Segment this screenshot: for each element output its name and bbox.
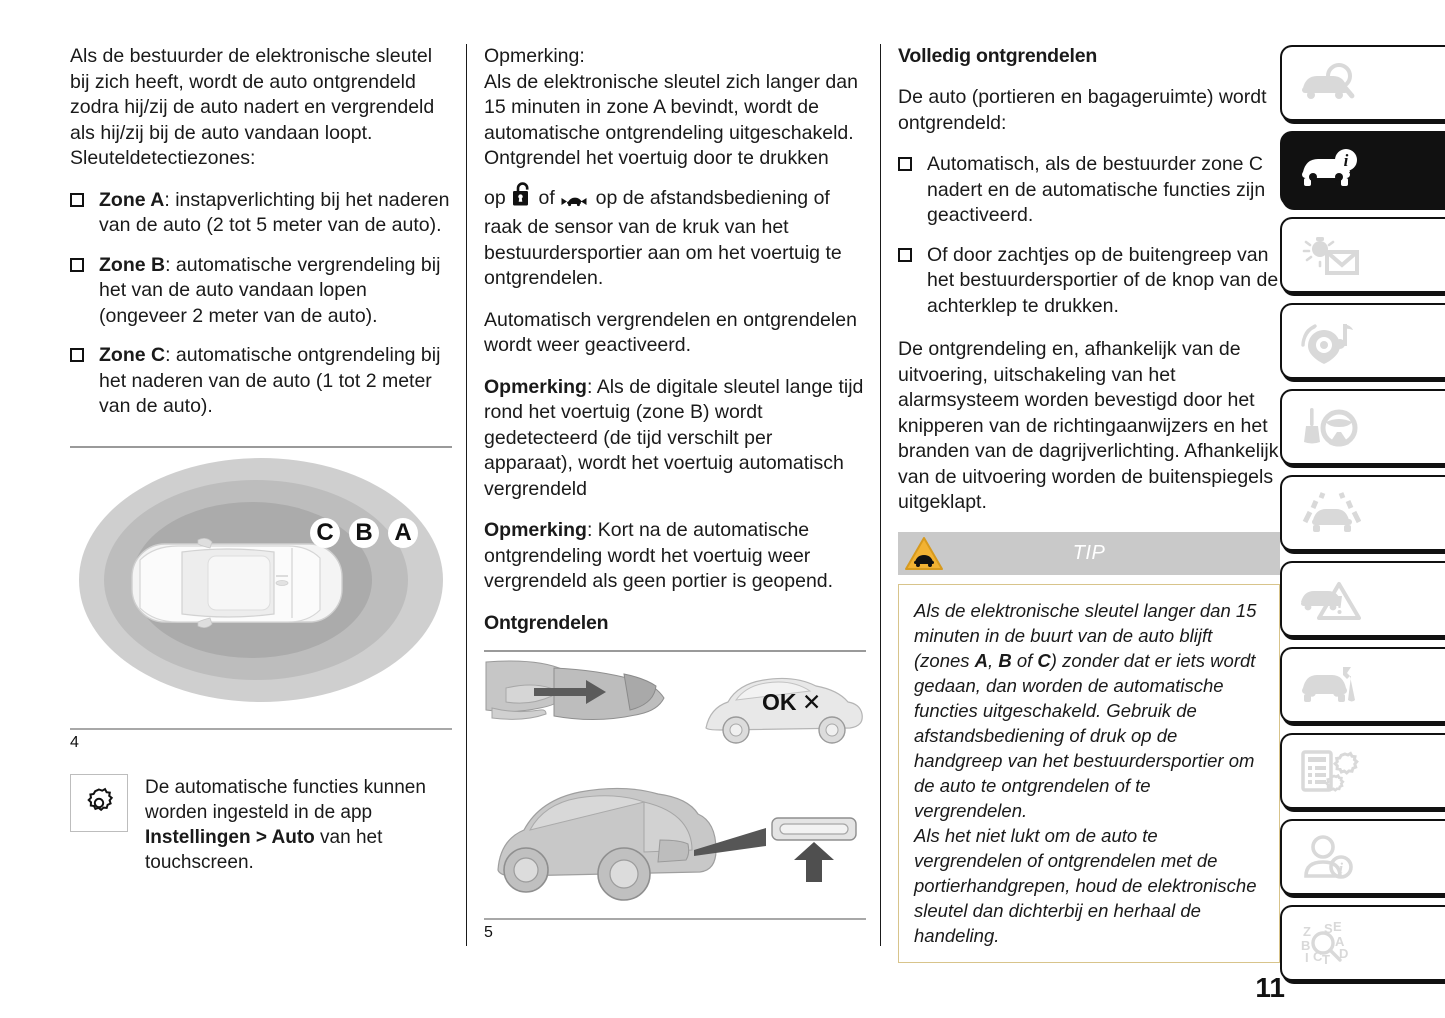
column-1 (70, 44, 452, 875)
unlock-bullet-list (898, 152, 1280, 319)
car-lock-remote-icon (560, 190, 590, 216)
car-maintenance-wrench-icon-svg (1299, 662, 1361, 708)
sidebar-tab-alphabetical-index[interactable] (1280, 905, 1445, 981)
svg-text:I: I (1305, 950, 1309, 965)
remark-3 (484, 518, 866, 595)
square-bullet-icon (70, 193, 84, 207)
svg-text:i: i (1338, 861, 1344, 877)
svg-text:B: B (355, 518, 373, 546)
bullet-label: Zone C (99, 344, 166, 366)
figure-number: 5 (484, 923, 493, 941)
specifications-list-gears-icon (1299, 748, 1361, 794)
list-item (898, 152, 1280, 229)
figure-bottom-rule (484, 918, 866, 920)
unlock-figure-block (484, 650, 866, 942)
alphabetical-index-magnifier-icon (1299, 920, 1361, 966)
sidebar-tab-maintenance[interactable] (1280, 647, 1445, 723)
sidebar-tab-user-info[interactable] (1280, 819, 1445, 895)
column3-body: De ontgrendeling en, afhankelijk van de uitvoering, uitschakeling van het alarmsysteem worden bevestigd door het knipperen van de richtingaanwijzers en het branden van de dagrijverlichting. Afhankelijk van de uitvoering worden de buitenspiegels uitgeklapt. (898, 338, 1279, 513)
svg-text:D: D (1339, 946, 1349, 961)
door-handle-and-car-illustration (484, 652, 866, 767)
car-warning-triangle-icon (904, 536, 944, 577)
square-bullet-icon (898, 248, 912, 262)
square-bullet-icon (70, 348, 84, 362)
svg-text:C: C (316, 518, 334, 546)
car-rear-three-quarter-view (498, 788, 856, 900)
list-item (898, 243, 1280, 320)
specifications-list-gears-icon-svg (1299, 748, 1361, 794)
hand-on-handle (486, 661, 664, 720)
intro-paragraph: Als de bestuurder de elektronische sleutel bij zich heeft, wordt de auto ontgrendeld zodra hij/zij de auto nadert en vergrendeld als hij/zij bij de auto vandaan loopt. Sleuteldetectiezones: (70, 45, 435, 169)
sidebar-tab-driving[interactable] (1280, 389, 1445, 465)
tip-sep-1: , (988, 649, 999, 671)
column-divider-2 (880, 44, 881, 946)
gear-icon (70, 774, 128, 832)
list-item (70, 188, 452, 239)
inline-text-end: op de afstandsbediening of raak de sensor van de kruk van het bestuurdersportier aan om het voertuig te ontgrendelen. (484, 186, 842, 289)
tailgate-button-illustration (484, 778, 866, 913)
section-heading-ontgrendelen: Ontgrendelen (484, 611, 609, 634)
zone-bullet-list (70, 188, 452, 420)
remark-heading: Opmerking: (484, 45, 585, 67)
chapter-tab-rail (1280, 45, 1445, 991)
note-text-before: De automatische functies kunnen worden ingesteld in de app (145, 776, 426, 823)
emergency-warning-triangle-icon-svg (1299, 576, 1361, 622)
column-3 (898, 44, 1280, 963)
remark-body-1: Als de elektronische sleutel zich langer dan 15 minuten in zone A bevindt, wordt de automatische ontgrendeling uitgeschakeld. (484, 70, 858, 144)
sidebar-tab-lighting-messages[interactable] (1280, 217, 1445, 293)
key-detection-zones-illustration (70, 448, 452, 728)
svg-text:B: B (1301, 938, 1311, 953)
driving-steering-wheel-icon (1299, 404, 1361, 450)
page-number: 11 (1255, 972, 1285, 1003)
svg-text:Z: Z (1303, 924, 1311, 939)
settings-note-text (145, 774, 452, 875)
car-inspection-magnifier-icon (1299, 60, 1361, 106)
svg-text:T: T (1322, 952, 1330, 966)
ok-label: OK (762, 688, 797, 715)
tip-zone-c: C (1037, 649, 1051, 671)
column-2 (484, 44, 866, 942)
remark-2-text: : Als de digitale sleutel lange tijd rond het voertuig (zone B) wordt gedetecteerd (de tijd verschilt per apparaat), wordt het voertuig automatisch vergrendeld (484, 375, 864, 500)
bullet-text: Of door zachtjes op de buitengreep van het bestuurdersportier of de knop van de achterklep te drukken. (927, 243, 1279, 317)
user-info-icon-svg (1299, 834, 1361, 880)
emergency-warning-triangle-icon (1299, 576, 1361, 622)
sidebar-tab-specifications[interactable] (1280, 733, 1445, 809)
inline-icon-paragraph (484, 182, 866, 292)
bullet-label: Zone B (99, 253, 166, 276)
inline-text-mid: of (533, 186, 561, 209)
tip-body (898, 584, 1280, 963)
sidebar-tab-driver-assistance[interactable] (1280, 475, 1445, 551)
zone-diagram-svg (70, 448, 452, 723)
car-side-view-ok (706, 678, 862, 743)
column3-intro: De auto (portieren en bagageruimte) wordt ontgrendeld: (898, 86, 1267, 134)
car-inspection-magnifier-icon-svg (1299, 60, 1361, 106)
tip-header (898, 532, 1280, 575)
remark-body-2: Ontgrendel het voertuig door te drukken (484, 147, 829, 169)
car-info-icon-svg (1299, 146, 1361, 192)
tip-line-2: ) zonder dat er iets wordt gedaan, dan worden de automatische functies uitgeschakeld. Gebruik de afstandsbediening of druk op de handgreep van het bestuurdersportier om de auto te ontgrendelen of te vergrendelen. (914, 649, 1256, 821)
tip-zone-b: B (998, 649, 1012, 671)
driving-steering-wheel-icon-svg (1299, 404, 1361, 450)
remark-2-label: Opmerking (484, 375, 587, 398)
lighting-mail-icon (1299, 232, 1361, 278)
unlock-padlock-icon-svg (511, 182, 533, 208)
square-bullet-icon (898, 157, 912, 171)
remark-3-text: : Kort na de automatische ontgrendeling wordt het voertuig weer vergrendeld als geen portier is geopend. (484, 519, 834, 592)
lane-assist-car-icon (1299, 490, 1361, 536)
remark-3-label: Opmerking (484, 519, 587, 541)
square-bullet-icon (70, 258, 84, 272)
user-info-icon (1299, 834, 1361, 880)
settings-note (70, 774, 452, 875)
car-lock-remote-icon-svg (560, 192, 590, 208)
svg-text:S: S (1324, 921, 1333, 936)
figure-bottom-rule (70, 728, 452, 730)
gear-icon-svg (81, 785, 117, 821)
note-text-after: van het touchscreen. (145, 826, 383, 873)
sidebar-tab-emergency[interactable] (1280, 561, 1445, 637)
inline-text-start: op (484, 186, 512, 209)
bullet-text: Automatisch, als de bestuurder zone C nadert en de automatische functies zijn geactiveerd. (927, 153, 1266, 226)
unlock-padlock-icon (511, 182, 533, 216)
zone-figure-block (70, 446, 452, 752)
car-info-icon (1299, 146, 1361, 192)
car-maintenance-wrench-icon (1299, 662, 1361, 708)
figure-number: 4 (70, 733, 79, 751)
alphabetical-index-magnifier-icon-svg (1299, 920, 1361, 966)
sidebar-tab-car-info[interactable] (1280, 131, 1445, 207)
remark-2 (484, 375, 866, 503)
svg-text:i: i (1343, 151, 1349, 170)
svg-text:A: A (394, 518, 412, 546)
sidebar-tab-infotainment[interactable] (1280, 303, 1445, 379)
remark-body-3: Automatisch vergrendelen en ontgrendelen wordt weer geactiveerd. (484, 308, 857, 356)
sidebar-tab-car-inspection[interactable] (1280, 45, 1445, 121)
car-warning-triangle-icon-svg (904, 536, 944, 572)
infotainment-navigation-music-icon-svg (1299, 318, 1361, 364)
tip-line-1: Als de elektronische sleutel langer dan 15 minuten in de buurt van de auto blijft (zones (914, 599, 1257, 671)
tip-sep-2: of (1011, 649, 1038, 671)
zone-letter-badges (310, 518, 418, 548)
column-divider-1 (466, 44, 467, 946)
bullet-text: : instapverlichting bij het naderen van de auto (2 tot 5 meter van de auto). (99, 188, 450, 236)
svg-text:E: E (1333, 920, 1342, 934)
svg-text:C: C (1313, 949, 1323, 964)
bullet-text: : automatische ontgrendeling bij het naderen van de auto (1 tot 2 meter van de auto). (99, 344, 441, 417)
list-item (70, 253, 452, 330)
car-top-view (132, 538, 342, 627)
infotainment-navigation-music-icon (1299, 318, 1361, 364)
tip-zone-a: A (974, 649, 989, 671)
bullet-label: Zone A (99, 188, 165, 211)
not-ok-label: ✕ (802, 688, 822, 715)
tip-line-3: Als het niet lukt om de auto te vergrendelen of ontgrendelen met de portierhandgrepen, houd de elektronische sleutel dan dichterbij en herhaal de handeling. (914, 824, 1257, 946)
section-heading-volledig-ontgrendelen: Volledig ontgrendelen (898, 45, 1098, 67)
lighting-mail-icon-svg (1299, 232, 1361, 278)
bullet-text: : automatische vergrendeling bij het van de auto vandaan lopen (ongeveer 2 meter van de auto). (99, 253, 441, 327)
list-item (70, 343, 452, 420)
note-text-bold: Instellingen > Auto (145, 826, 315, 848)
lane-assist-car-icon-svg (1299, 490, 1361, 536)
svg-text:A: A (1335, 934, 1345, 949)
tip-title: TIP (1072, 541, 1106, 564)
